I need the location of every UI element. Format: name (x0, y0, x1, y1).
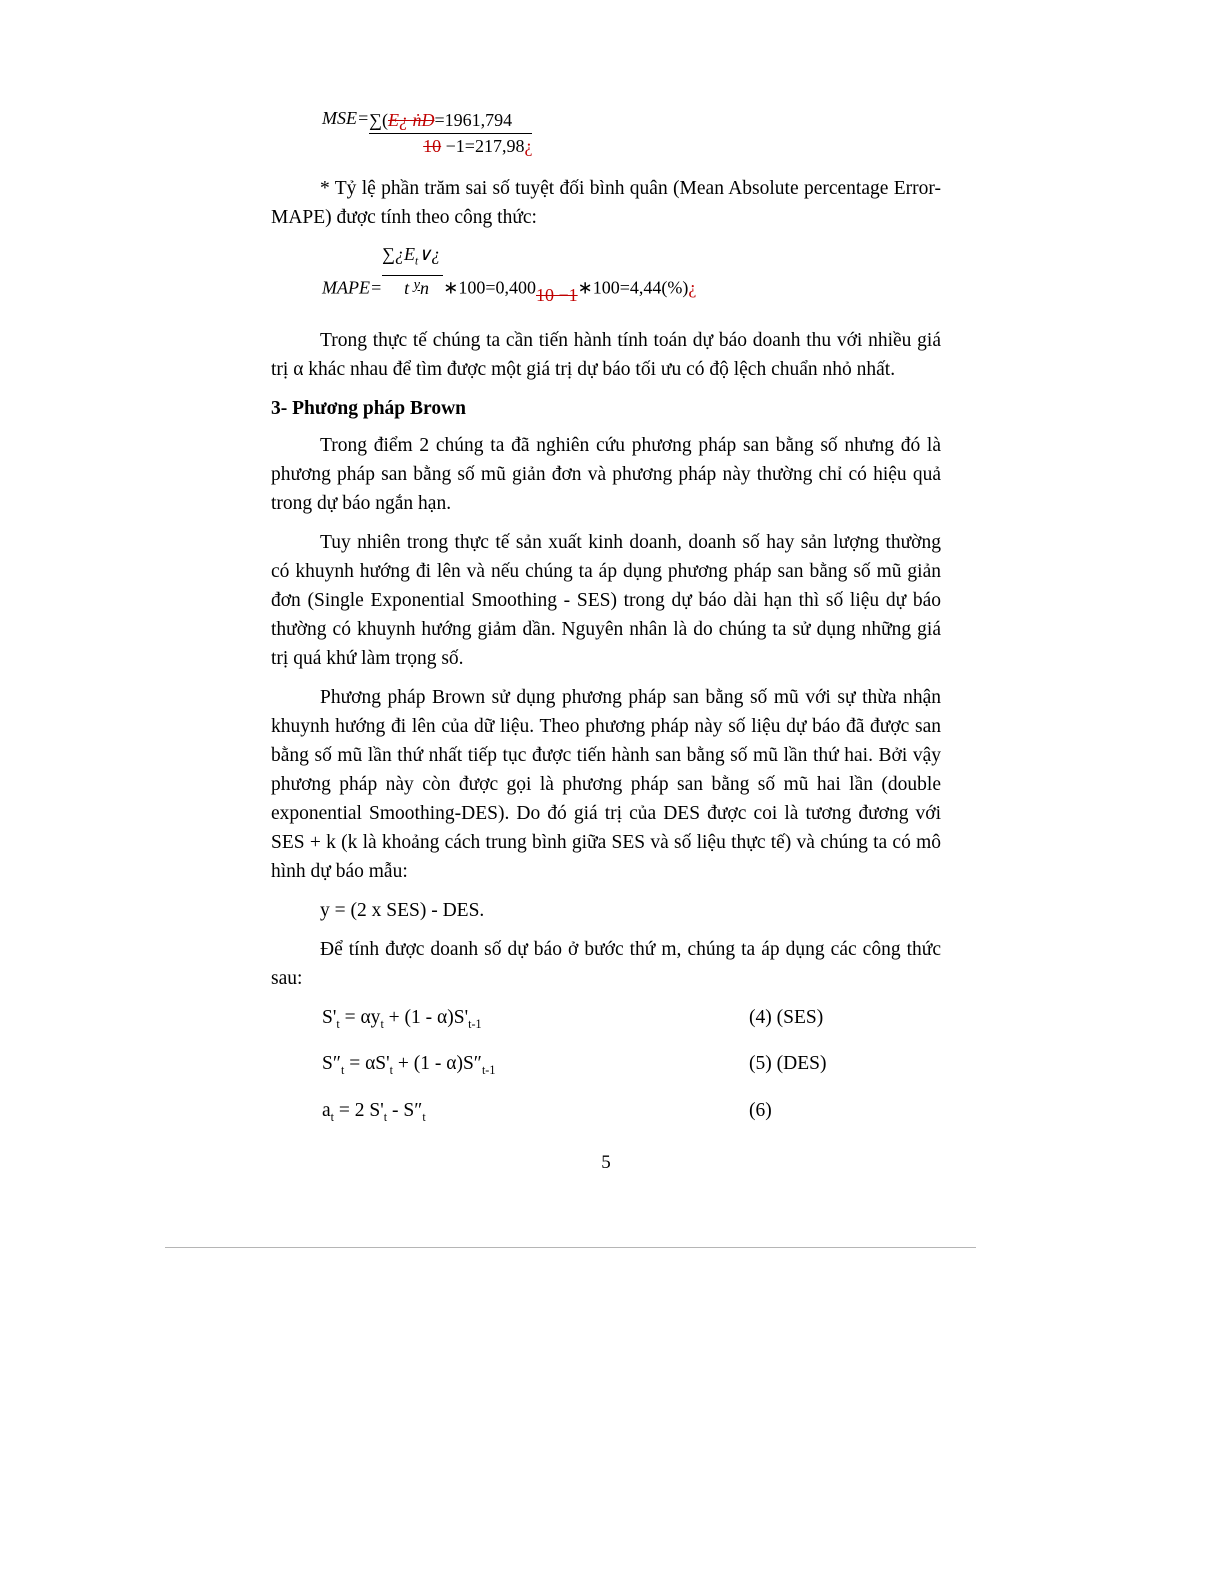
eq5-sub: t (340, 1063, 345, 1078)
mape-question-mark: ¿ (688, 277, 697, 298)
equation-des-tag: (5) (DES) (749, 1053, 827, 1075)
eq4-sub: t (380, 1016, 384, 1031)
paragraph-brown-des: Phương pháp Brown sử dụng phương pháp san bằng số mũ với sự thừa nhận khuynh hướng đi lên của dữ liệu. Theo phương pháp này số liệu dự báo đã được san bằng số mũ lần thứ nhất tiếp tục được tiến hành san bằng số mũ lần thứ hai. Bởi vậy phương pháp này còn được gọi là phương pháp san bằng số mũ hai lần (double exponential Smoothing-DES). Do đó giá trị của DES được coi là tương đương với SES + k (k là khoảng cách trung bình giữa SES và số liệu thực tế) và chúng ta có mô hình dự báo mẫu: (271, 686, 941, 882)
mape-fraction (382, 242, 443, 302)
mse-question-mark: ¿ (524, 136, 533, 156)
equation-des (322, 1049, 941, 1085)
paragraph-mape-intro: * Tỷ lệ phần trăm sai số tuyệt đối bình quân (Mean Absolute percentage Error-MAPE) được tính theo công thức: (271, 178, 941, 228)
equation-at-tag: (6) (749, 1100, 772, 1122)
mape-mid-value: ∗100=0,400 (443, 277, 536, 298)
equation-at-body (322, 1100, 426, 1125)
equation-des-body (322, 1053, 496, 1078)
mse-sum-symbol: ∑( (369, 110, 388, 130)
mape-den-y: y (413, 276, 421, 293)
eq4-sub: t (336, 1016, 340, 1031)
footer-divider (165, 1247, 976, 1248)
paragraph-alpha-note: Trong thực tế chúng ta cần tiến hành tính toán dự báo doanh thu với nhiều giá trị α khác nhau để tìm được một giá trị dự báo tối ưu có độ lệch chuẩn nhỏ nhất. (271, 329, 941, 380)
mape-num-subscript: t (414, 255, 419, 268)
mape-result: ∗100=4,44(%) (577, 277, 689, 298)
mape-den-n: n (420, 277, 430, 298)
mape-struck-text: 10 −1 (536, 284, 578, 305)
eq4-term: = αy (339, 1006, 381, 1028)
mse-denominator (369, 134, 532, 158)
paragraph-steps-intro: Để tính được doanh số dự báo ở bước thứ m, chúng ta áp dụng các công thức sau: (271, 938, 941, 989)
eq5-sub: t-1 (481, 1063, 496, 1078)
eq6-term: = 2 S' (334, 1100, 384, 1122)
eq5-term: + (1 - α)S″ (393, 1053, 482, 1075)
section-heading-brown: 3- Phương pháp Brown (271, 397, 466, 419)
mape-denominator (382, 276, 443, 302)
mape-label: MAPE= (322, 277, 383, 298)
paragraph-brown-trend: Tuy nhiên trong thực tế sản xuất kinh doanh, doanh số hay sản lượng thường có khuynh hướng đi lên và nếu chúng ta áp dụng phương pháp san bằng số mũ giản đơn (Single Exponential Smoothing - SES) trong dự báo dài hạn thì số liệu dự báo thường có khuynh hướng giảm dần. Nguyên nhân là do chúng ta sử dụng những giá trị quá khứ làm trọng số. (271, 531, 941, 669)
mape-numerator (382, 242, 443, 276)
equation-ses-tag: (4) (SES) (749, 1006, 824, 1028)
mape-num-pre: ∑¿E (382, 244, 415, 264)
equation-ses (322, 1003, 941, 1039)
mape-den-t: t (404, 277, 414, 298)
mape-num-post: ∨¿ (418, 244, 441, 264)
equation-at (322, 1096, 941, 1132)
eq6-sub: t (330, 1110, 335, 1125)
eq4-term: + (1 - α)S' (383, 1006, 469, 1028)
mse-numerator (369, 108, 532, 134)
eq6-sub: t (422, 1110, 426, 1125)
eq5-term: = αS' (344, 1053, 390, 1075)
formula-mape (322, 242, 941, 305)
equation-ses-body (322, 1006, 482, 1031)
mse-result: −1=217,98 (441, 136, 525, 156)
page-number: 5 (601, 1152, 611, 1173)
mse-numerator-value: =1961,794 (434, 110, 513, 130)
formula-mse (322, 106, 941, 158)
eq6-term: a (322, 1100, 331, 1122)
mse-den-struck: 10 (423, 136, 442, 156)
paragraph-brown-intro: Trong điểm 2 chúng ta đã nghiên cứu phương pháp san bằng số nhưng đó là phương pháp san bằng số mũ giản đơn và phương pháp này thường chỉ có hiệu quả trong dự báo ngắn hạn. (271, 434, 941, 514)
model-equation: y = (2 x SES) - DES. (320, 899, 485, 921)
eq6-sub: t (383, 1110, 388, 1125)
mse-fraction (369, 108, 532, 158)
eq4-sub: t-1 (468, 1016, 482, 1031)
eq5-term: S″ (322, 1053, 341, 1075)
eq6-term: - S″ (387, 1100, 423, 1122)
eq4-term: S' (322, 1006, 337, 1028)
mse-struck-text: E¿ ṅÐ (387, 110, 435, 130)
page-content (271, 106, 941, 1143)
mse-label: MSE= (322, 108, 370, 128)
eq5-sub: t (389, 1063, 394, 1078)
